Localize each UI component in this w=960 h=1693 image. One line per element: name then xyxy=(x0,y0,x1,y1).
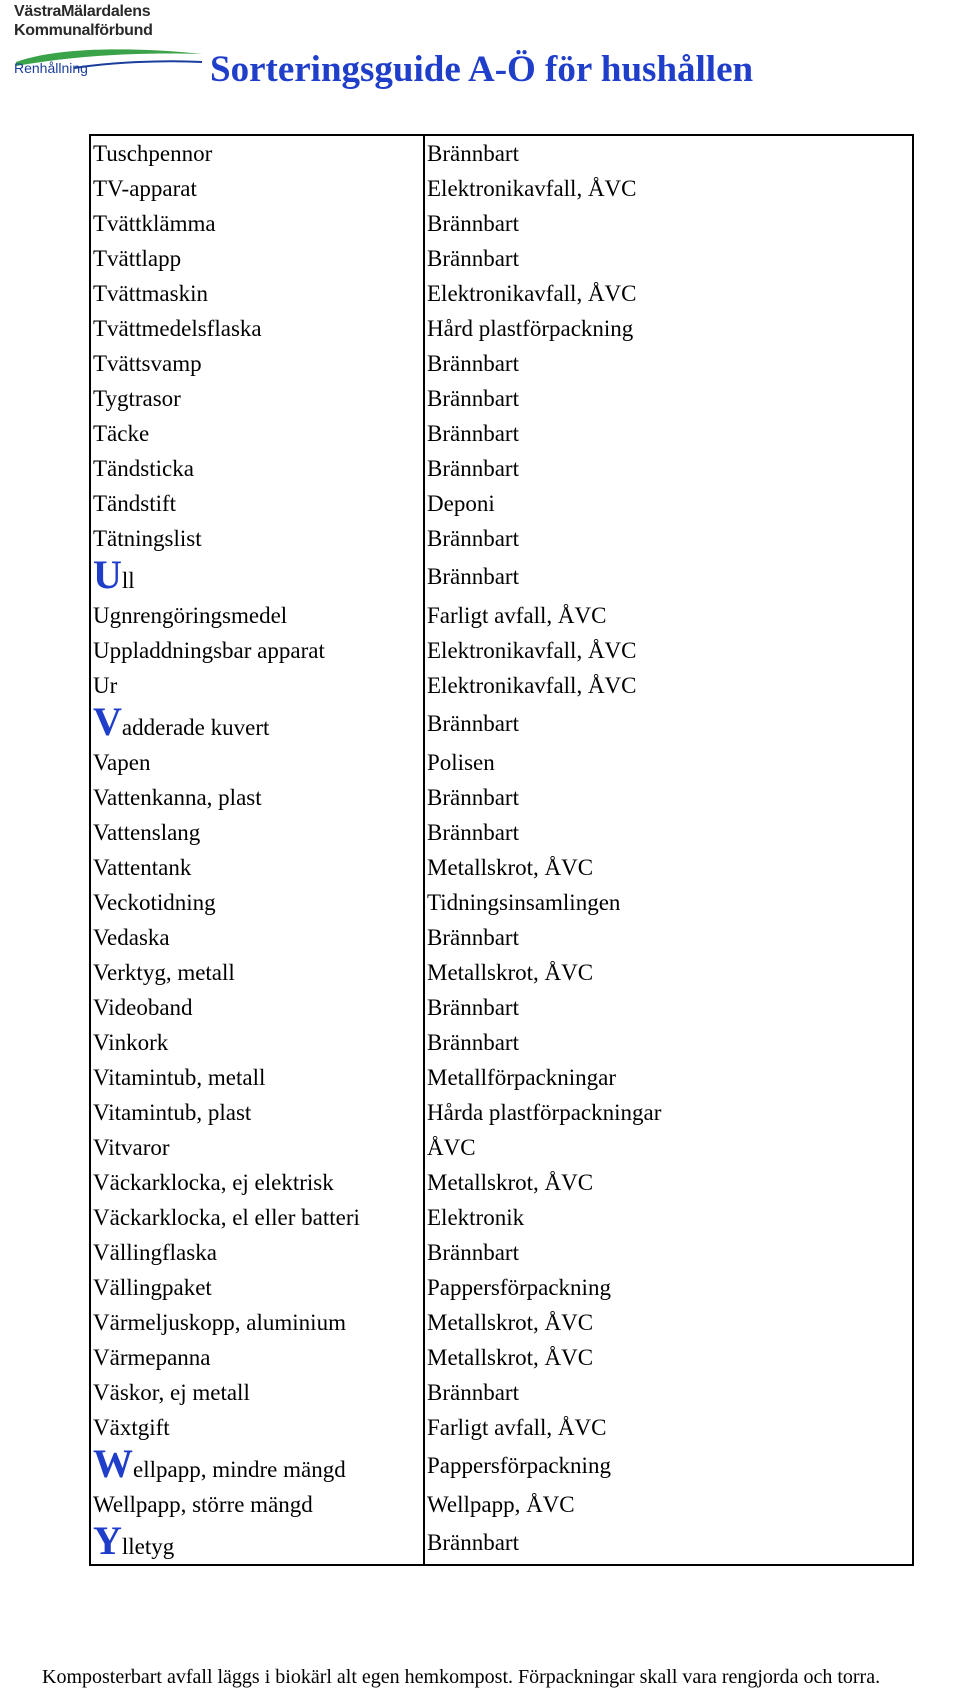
logo-line-3: Renhållning xyxy=(14,60,88,76)
item-cell xyxy=(90,850,424,885)
item-cell xyxy=(90,1340,424,1375)
item-name: Uppladdningsbar apparat xyxy=(93,637,325,663)
item-cell xyxy=(90,486,424,521)
table-row xyxy=(90,1340,913,1375)
table-row xyxy=(90,381,913,416)
item-cell xyxy=(90,699,424,745)
item-cell xyxy=(90,668,424,703)
logo-line-2: Kommunalförbund xyxy=(14,22,153,39)
table-row xyxy=(90,1095,913,1130)
item-name: Wellpapp, större mängd xyxy=(93,1491,313,1517)
category-cell: Brännbart xyxy=(427,350,519,376)
item-name: Tändsticka xyxy=(93,455,194,481)
category-cell: Brännbart xyxy=(427,564,519,589)
category-cell: Brännbart xyxy=(427,1239,519,1265)
table-row xyxy=(90,745,913,780)
table-row xyxy=(90,885,913,920)
table-row xyxy=(90,1487,913,1522)
item-cell xyxy=(90,633,424,668)
sorting-table xyxy=(89,134,914,1566)
table-row xyxy=(90,1270,913,1305)
item-cell xyxy=(90,1200,424,1235)
table-row xyxy=(90,1445,913,1487)
item-name: Vitamintub, plast xyxy=(93,1099,252,1125)
item-cell xyxy=(90,381,424,416)
item-name: Vällingflaska xyxy=(93,1239,217,1265)
letter-initial: Y xyxy=(93,1518,122,1563)
item-cell xyxy=(90,135,424,171)
item-name: TV-apparat xyxy=(93,175,197,201)
item-name: Veckotidning xyxy=(93,889,216,915)
item-name: Väckarklocka, ej elektrisk xyxy=(93,1169,334,1195)
item-name: ll xyxy=(121,568,135,593)
letter-initial: V xyxy=(93,699,122,744)
item-cell xyxy=(90,346,424,381)
footer-note: Komposterbart avfall läggs i biokärl alt egen hemkompost. Förpackningar skall vara rengjorda och torra. xyxy=(42,1666,881,1688)
category-cell: Brännbart xyxy=(427,455,519,481)
category-cell: Metallskrot, ÅVC xyxy=(427,854,594,880)
category-cell: Elektronikavfall, ÅVC xyxy=(427,175,637,201)
item-cell xyxy=(90,521,424,556)
table-row xyxy=(90,276,913,311)
category-cell: Brännbart xyxy=(427,994,519,1020)
item-cell xyxy=(90,206,424,241)
item-cell xyxy=(90,171,424,206)
table-row xyxy=(90,780,913,815)
category-cell: Elektronik xyxy=(427,1204,525,1230)
table-row xyxy=(90,171,913,206)
item-name: Tygtrasor xyxy=(93,385,181,411)
table-row xyxy=(90,556,913,598)
table-row xyxy=(90,1060,913,1095)
item-cell xyxy=(90,780,424,815)
category-cell: Deponi xyxy=(427,490,495,516)
page-title: Sorteringsguide A-Ö för hushållen xyxy=(210,49,754,90)
letter-initial: U xyxy=(93,552,122,597)
item-name: Verktyg, metall xyxy=(93,959,235,985)
item-cell xyxy=(90,1305,424,1340)
item-name: Växtgift xyxy=(93,1414,170,1440)
category-cell: Polisen xyxy=(427,749,495,775)
category-cell: Brännbart xyxy=(427,525,519,551)
table-row xyxy=(90,1200,913,1235)
category-cell: Tidningsinsamlingen xyxy=(427,889,621,915)
item-name: Tändstift xyxy=(93,490,177,516)
category-cell: Elektronikavfall, ÅVC xyxy=(427,672,637,698)
logo xyxy=(14,2,204,80)
item-name: Värmeljuskopp, aluminium xyxy=(93,1309,346,1335)
table-row xyxy=(90,850,913,885)
table-row xyxy=(90,1410,913,1445)
item-cell xyxy=(90,885,424,920)
item-name: Tvättsvamp xyxy=(93,350,202,376)
table-row xyxy=(90,703,913,745)
item-name: Tvättmaskin xyxy=(93,280,208,306)
category-cell: Brännbart xyxy=(427,245,519,271)
item-name: Vällingpaket xyxy=(93,1274,212,1300)
table-row xyxy=(90,633,913,668)
item-cell xyxy=(90,311,424,346)
table-row xyxy=(90,815,913,850)
item-cell xyxy=(90,1270,424,1305)
item-name: Vitamintub, metall xyxy=(93,1064,266,1090)
table-row xyxy=(90,1025,913,1060)
item-cell xyxy=(90,1095,424,1130)
category-cell: Brännbart xyxy=(427,819,519,845)
table-row xyxy=(90,1130,913,1165)
item-name: Videoband xyxy=(93,994,193,1020)
category-cell: Hårda plastförpackningar xyxy=(427,1099,662,1125)
category-cell: Brännbart xyxy=(427,1379,519,1405)
category-cell: Pappersförpackning xyxy=(427,1274,611,1300)
item-cell xyxy=(90,276,424,311)
item-cell xyxy=(90,598,424,633)
item-name: Vattenkanna, plast xyxy=(93,784,262,810)
item-name: Tätningslist xyxy=(93,525,202,551)
item-name: Tvättmedelsflaska xyxy=(93,315,262,341)
category-cell: Metallskrot, ÅVC xyxy=(427,1344,594,1370)
item-cell xyxy=(90,1060,424,1095)
table-row xyxy=(90,920,913,955)
item-name: ellpapp, mindre mängd xyxy=(133,1457,346,1482)
table-row xyxy=(90,416,913,451)
category-cell: Brännbart xyxy=(427,924,519,950)
table-row xyxy=(90,1522,913,1565)
table-row xyxy=(90,1305,913,1340)
category-cell: Wellpapp, ÅVC xyxy=(427,1491,575,1517)
item-cell xyxy=(90,1375,424,1410)
item-name: adderade kuvert xyxy=(121,715,270,740)
item-cell xyxy=(90,920,424,955)
item-cell xyxy=(90,552,424,598)
item-cell xyxy=(90,1025,424,1060)
category-cell: Metallskrot, ÅVC xyxy=(427,1169,594,1195)
item-cell xyxy=(90,241,424,276)
table-row xyxy=(90,346,913,381)
item-cell xyxy=(90,815,424,850)
item-name: Ugnrengöringsmedel xyxy=(93,602,288,628)
item-cell xyxy=(90,955,424,990)
table-row xyxy=(90,451,913,486)
item-cell xyxy=(90,745,424,780)
item-name: Tvättklämma xyxy=(93,210,216,236)
table-row xyxy=(90,311,913,346)
item-cell xyxy=(90,1410,424,1445)
category-cell: Pappersförpackning xyxy=(427,1453,611,1478)
table-row xyxy=(90,521,913,556)
category-cell: Elektronikavfall, ÅVC xyxy=(427,637,637,663)
item-name: Vapen xyxy=(93,749,151,775)
item-cell xyxy=(90,1487,424,1522)
category-cell: Hård plastförpackning xyxy=(427,315,634,341)
category-cell: Elektronikavfall, ÅVC xyxy=(427,280,637,306)
category-cell: Farligt avfall, ÅVC xyxy=(427,1414,607,1440)
item-name: Tuschpennor xyxy=(93,140,213,166)
item-name: Ur xyxy=(93,672,118,698)
item-name: Vattenslang xyxy=(93,819,201,845)
category-cell: Brännbart xyxy=(427,711,519,736)
item-cell xyxy=(90,1235,424,1270)
item-name: Vedaska xyxy=(93,924,170,950)
table-row xyxy=(90,1235,913,1270)
table-row xyxy=(90,206,913,241)
table-row xyxy=(90,241,913,276)
category-cell: Metallförpackningar xyxy=(427,1064,617,1090)
table-row xyxy=(90,135,913,171)
item-cell xyxy=(90,990,424,1025)
item-name: Värmepanna xyxy=(93,1344,211,1370)
item-name: Vitvaror xyxy=(93,1134,170,1160)
category-cell: Brännbart xyxy=(427,1530,519,1555)
category-cell: Farligt avfall, ÅVC xyxy=(427,602,607,628)
letter-initial: W xyxy=(93,1441,133,1486)
logo-line-1: VästraMälardalens xyxy=(14,3,151,20)
item-cell xyxy=(90,1441,424,1487)
category-cell: ÅVC xyxy=(427,1134,476,1160)
category-cell: Brännbart xyxy=(427,784,519,810)
table-row xyxy=(90,486,913,521)
item-cell xyxy=(90,451,424,486)
item-name: Vinkork xyxy=(93,1029,169,1055)
item-name: Väskor, ej metall xyxy=(93,1379,250,1405)
item-name: Tvättlapp xyxy=(93,245,182,271)
table-row xyxy=(90,990,913,1025)
item-cell xyxy=(90,1130,424,1165)
category-cell: Brännbart xyxy=(427,385,519,411)
table-row xyxy=(90,668,913,703)
category-cell: Brännbart xyxy=(427,420,519,446)
item-name: Täcke xyxy=(93,420,150,446)
item-cell xyxy=(90,1165,424,1200)
item-name: lletyg xyxy=(121,1534,175,1559)
category-cell: Metallskrot, ÅVC xyxy=(427,1309,594,1335)
category-cell: Brännbart xyxy=(427,210,519,236)
table-row xyxy=(90,598,913,633)
table-row xyxy=(90,955,913,990)
category-cell: Metallskrot, ÅVC xyxy=(427,959,594,985)
item-name: Vattentank xyxy=(93,854,192,880)
table-row xyxy=(90,1165,913,1200)
category-cell: Brännbart xyxy=(427,140,519,166)
item-name: Väckarklocka, el eller batteri xyxy=(93,1204,360,1230)
category-cell: Brännbart xyxy=(427,1029,519,1055)
table-row xyxy=(90,1375,913,1410)
item-cell xyxy=(90,416,424,451)
item-cell xyxy=(90,1518,424,1565)
